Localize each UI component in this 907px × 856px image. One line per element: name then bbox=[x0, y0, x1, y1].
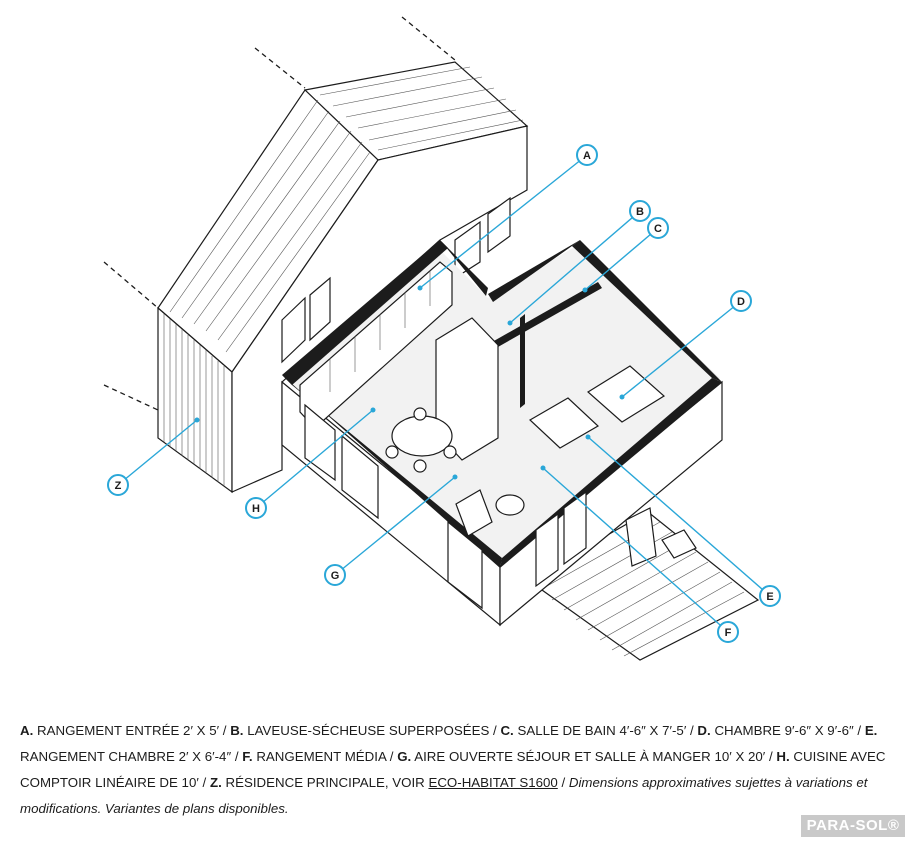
legend-item-c: C. SALLE DE BAIN 4′-6″ X 7′-5′ bbox=[500, 723, 687, 738]
legend-item-g: G. AIRE OUVERTE SÉJOUR ET SALLE À MANGER 10′ X 20′ bbox=[397, 749, 766, 764]
callout-label-b: B bbox=[636, 206, 644, 218]
legend-item-a: A. RANGEMENT ENTRÉE 2′ X 5′ bbox=[20, 723, 220, 738]
legend-item-d: D. CHAMBRE 9′-6″ X 9′-6″ bbox=[697, 723, 854, 738]
callout-label-f: F bbox=[724, 627, 732, 639]
callout-label-c: C bbox=[654, 223, 662, 235]
legend-note: Dimensions approximatives sujettes à variations et modifications. Variantes de plans disponibles. bbox=[20, 775, 868, 816]
callout-dot-d bbox=[620, 395, 625, 400]
callout-dot-g bbox=[453, 475, 458, 480]
callout-label-a: A bbox=[583, 150, 591, 162]
callout-label-e: E bbox=[766, 591, 774, 603]
callout-dot-c bbox=[583, 288, 588, 293]
callout-label-h: H bbox=[252, 503, 260, 515]
callout-label-d: D bbox=[737, 296, 745, 308]
callout-dot-h bbox=[371, 408, 376, 413]
callout-dot-e bbox=[586, 435, 591, 440]
callout-dot-z bbox=[195, 418, 200, 423]
legend-item-b: B. LAVEUSE-SÉCHEUSE SUPERPOSÉES bbox=[230, 723, 490, 738]
callout-label-g: G bbox=[330, 570, 340, 582]
legend-item-h: H. CUISINE AVEC COMPTOIR LINÉAIRE DE 10′ bbox=[20, 749, 886, 790]
eco-habitat-link[interactable]: ECO-HABITAT S1600 bbox=[428, 775, 558, 790]
legend-item-z: Z. RÉSIDENCE PRINCIPALE, VOIR bbox=[209, 775, 425, 790]
parasol-logo: PARA-SOL® bbox=[801, 815, 905, 837]
legend-item-f: F. RANGEMENT MÉDIA bbox=[242, 749, 387, 764]
callout-label-z: Z bbox=[114, 480, 122, 492]
callout-dot-b bbox=[508, 321, 513, 326]
callout-dot-a bbox=[418, 286, 423, 291]
legend-item-e: E. RANGEMENT CHAMBRE 2′ X 6′-4″ bbox=[20, 723, 878, 764]
callout-dot-f bbox=[541, 466, 546, 471]
legend-text: A. RANGEMENT ENTRÉE 2′ X 5′ / B. LAVEUSE-SÉCHEUSE SUPERPOSÉES / C. SALLE DE BAIN 4′-6″ X 7′-5′ / D. CHAMBRE 9′-6″ X 9′-6″ / E. RANGEMENT CHAMBRE 2′ X 6′-4″ / F. RANGEMENT MÉDIA / G. AIRE OUVERTE SÉJOUR ET SALLE À MANGER 10′ X 20′ / H. CUISINE AVEC COMPTOIR LINÉAIRE DE 10′ / Z. RÉSIDENCE PRINCIPALE, VOIR ECO-HABITAT S1600 / Dimensions approximatives sujettes à variations et modifications. Variantes de plans disponibles. bbox=[20, 723, 886, 816]
